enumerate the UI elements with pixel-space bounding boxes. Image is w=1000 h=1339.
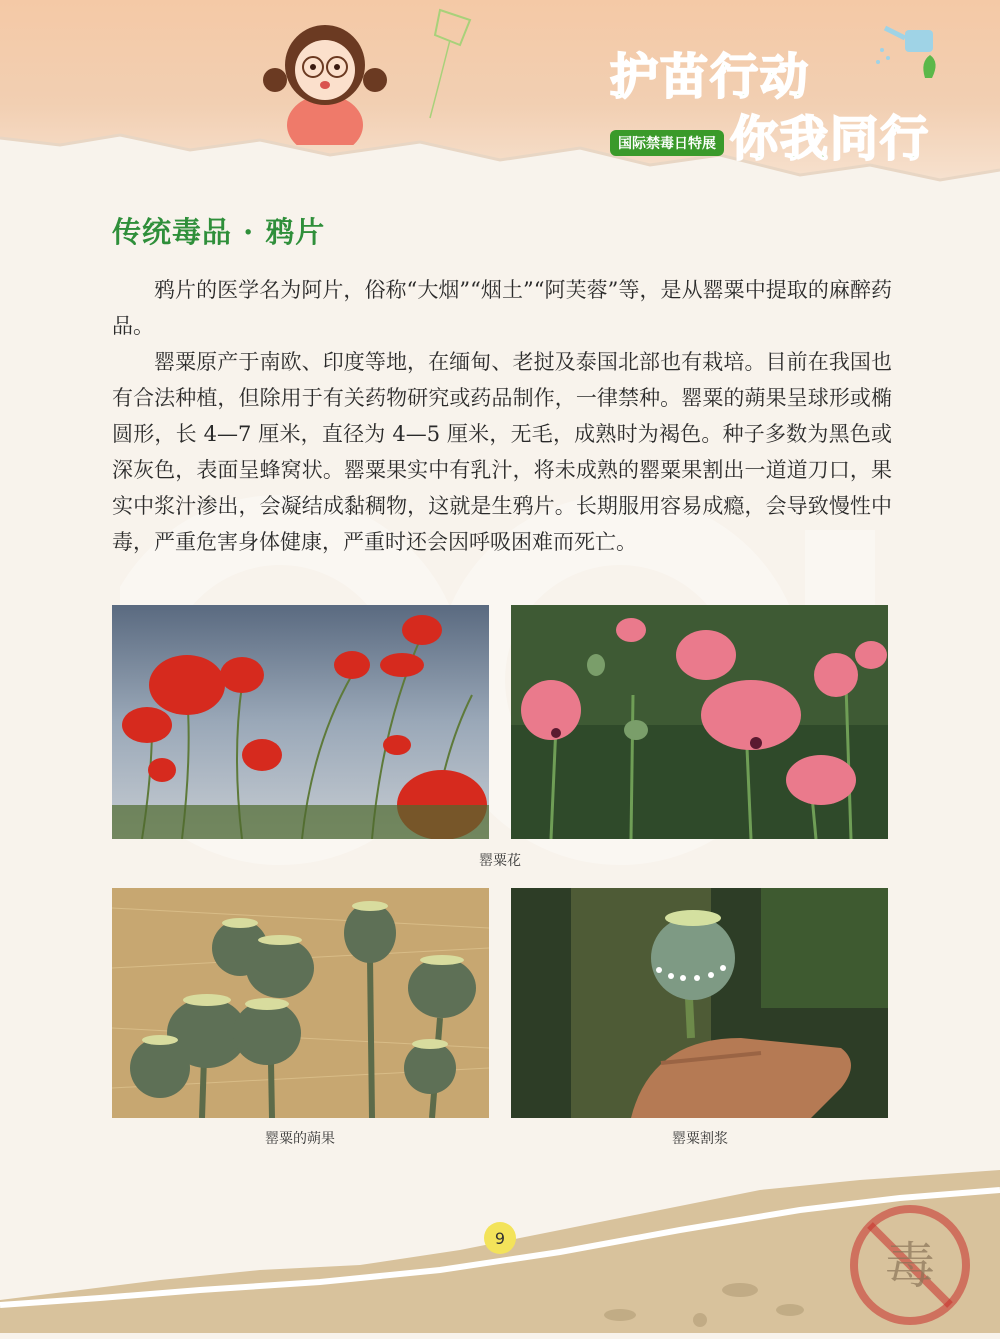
watering-can-icon	[870, 20, 950, 80]
no-drugs-stamp	[840, 1195, 980, 1335]
caption-poppy-flowers: 罂粟花	[479, 853, 521, 869]
caption-poppy-lancing: 罂粟割浆	[672, 1131, 728, 1147]
stamp-character: 毒	[885, 1237, 935, 1295]
logo-line2: 你我同行	[730, 111, 931, 167]
page-number: 9	[484, 1222, 516, 1254]
photo-pink-poppies	[511, 605, 888, 839]
section-title: 传统毒品 · 鸦片	[112, 215, 326, 249]
photo-red-poppies	[112, 605, 489, 839]
girl-illustration	[250, 5, 400, 145]
paragraph-details: 罂粟原产于南欧、印度等地，在缅甸、老挝及泰国北部也有栽培。目前在我国也有合法种植，但除用于有关药物研究或药品制作，一律禁种。罂粟的蒴果呈球形或椭圆形，长 4—7 厘米，直径为 4—5 厘米，无毛，成熟时为褐色。种子多数为黑色或深灰色，表面呈蜂窝状。罂粟果实中有乳汁，将未成熟的罂粟果割出一道道刀口，果实中浆汁渗出，会凝结成黏稠物，这就是生鸦片。长期服用容易成瘾，会导致慢性中毒，严重危害身体健康，严重时还会因呼吸困难而死亡。	[112, 350, 892, 554]
logo-subtitle: 国际禁毒日特展	[610, 130, 724, 156]
caption-poppy-capsules: 罂粟的蒴果	[265, 1131, 335, 1147]
campaign-logo	[600, 20, 950, 170]
kite-illustration	[420, 0, 490, 120]
article-body	[112, 272, 892, 560]
photo-poppy-capsules	[112, 888, 489, 1118]
photo-poppy-lancing	[511, 888, 888, 1118]
logo-line1: 护苗行动	[610, 49, 811, 105]
paragraph-intro: 鸦片的医学名为阿片，俗称“大烟”“烟土”“阿芙蓉”等，是从罂粟中提取的麻醉药品。	[112, 278, 892, 338]
